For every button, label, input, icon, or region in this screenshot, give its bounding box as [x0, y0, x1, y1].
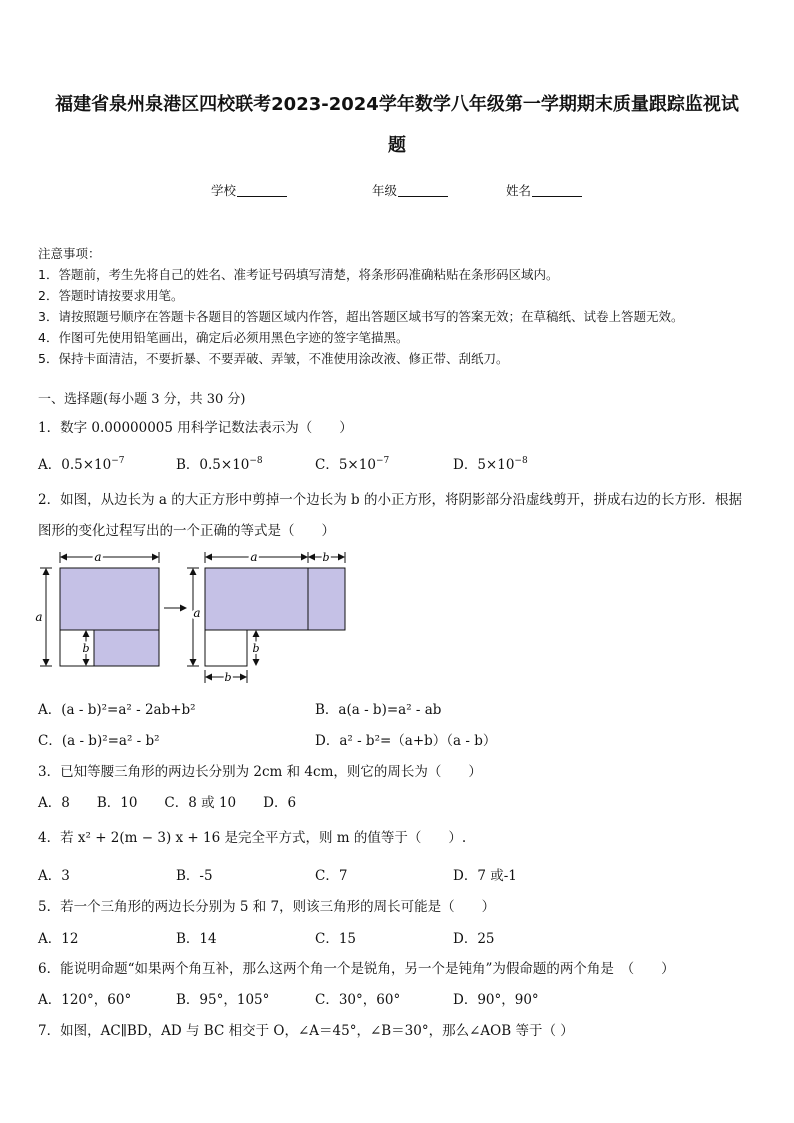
q2-option-b: B．a(a - b)=a² - ab — [315, 702, 442, 718]
grade-blank — [398, 196, 448, 197]
shaded-region — [308, 568, 345, 630]
shaded-region — [94, 630, 159, 666]
q5-stem: 5．若一个三角形的两边长分别为 5 和 7，则该三角形的周长可能是（ ） — [38, 899, 496, 915]
q4-option-b: B．-5 — [176, 868, 213, 884]
q6-stem: 6．能说明命题“如果两个角互补，那么这两个角一个是锐角，另一个是钝角”为假命题的两个角是 （ ） — [38, 961, 675, 977]
q1-stem: 1．数字 0.00000005 用科学记数法表示为（ ） — [38, 420, 353, 436]
figure-label-a: a — [94, 550, 102, 564]
figure-label-b: b — [322, 551, 330, 564]
q2-stem-line2: 图形的变化过程写出的一个正确的等式是（ ） — [38, 523, 335, 539]
q6-option-b: B．95°，105° — [176, 992, 270, 1008]
note-item: 4．作图可先使用铅笔画出，确定后必须用黑色字迹的签字笔描黑。 — [38, 330, 409, 345]
note-item: 1．答题前，考生先将自己的姓名、准考证号码填写清楚，将条形码准确粘贴在条形码区域内。 — [38, 267, 559, 282]
grade-label: 年级 — [372, 183, 398, 198]
rectangle-figure — [187, 552, 345, 683]
q4-stem: 4．若 x² + 2(m − 3) x + 16 是完全平方式，则 m 的值等于（ ）. — [38, 830, 467, 846]
q2-figure — [30, 545, 360, 690]
q5-option-c: C．15 — [315, 931, 357, 947]
school-field — [211, 181, 287, 199]
q4-option-d: D．7 或-1 — [453, 868, 517, 884]
q2-option-c: C．(a - b)²=a² - b² — [38, 733, 160, 749]
figure-label-a: a — [193, 606, 201, 620]
q5-option-a: A．12 — [38, 931, 79, 947]
q6-option-d: D．90°，90° — [453, 992, 539, 1008]
school-label: 学校 — [211, 183, 237, 198]
shaded-region — [60, 568, 159, 630]
name-label: 姓名 — [506, 183, 532, 198]
q1-option-b: B．$0.5\times 10^{-8}$ — [176, 456, 263, 473]
q4-option-a: A．3 — [38, 868, 70, 884]
q1-option-a: A．$0.5\times 10^{-7}$ — [38, 456, 125, 473]
q1-option-d: D．$5\times 10^{-8}$ — [453, 456, 528, 473]
q1-option-c: C．$5\times 10^{-7}$ — [315, 456, 390, 473]
q3-options: A．8 B．10 C．8 或 10 D．6 — [38, 795, 297, 811]
big-square-figure — [40, 552, 159, 666]
note-item: 5．保持卡面清洁，不要折暴、不要弄破、弄皱，不准使用涂改液、修正带、刮纸刀。 — [38, 351, 509, 366]
q7-stem: 7．如图，AC∥BD，AD 与 BC 相交于 O，∠A＝45°，∠B＝30°，那么∠AOB 等于（ ） — [38, 1023, 574, 1039]
q5-option-d: D．25 — [453, 931, 495, 947]
figure-label-a: a — [35, 610, 43, 624]
q5-option-b: B．14 — [176, 931, 217, 947]
figure-label-b: b — [224, 671, 232, 684]
page-title-line1: 福建省泉州泉港区四校联考2023-2024学年数学八年级第一学期期末质量跟踪监视试 — [55, 94, 739, 115]
note-item: 2．答题时请按要求用笔。 — [38, 288, 184, 303]
q6-option-c: C．30°，60° — [315, 992, 401, 1008]
q2-option-d: D．a² - b²=（a+b）（a - b） — [315, 733, 497, 749]
section-heading: 一、选择题(每小题 3 分，共 30 分) — [38, 392, 246, 407]
figure-label-b: b — [82, 642, 90, 655]
name-blank — [532, 196, 582, 197]
q2-stem-line1: 2．如图，从边长为 a 的大正方形中剪掉一个边长为 b 的小正方形，将阴影部分沿虚线剪开，拼成右边的长方形．根据 — [38, 492, 742, 508]
q2-option-a: A．(a - b)²=a² - 2ab+b² — [38, 702, 196, 718]
shaded-region — [205, 568, 308, 630]
figure-label-b: b — [252, 642, 260, 655]
grade-field — [372, 181, 448, 199]
figure-label-a: a — [250, 550, 258, 564]
school-blank — [237, 196, 287, 197]
q6-option-a: A．120°，60° — [38, 992, 132, 1008]
q3-stem: 3．已知等腰三角形的两边长分别为 2cm 和 4cm，则它的周长为（ ） — [38, 764, 482, 780]
q4-option-c: C．7 — [315, 868, 348, 884]
note-item: 3．请按照题号顺序在答题卡各题目的答题区域内作答，超出答题区域书写的答案无效；在草稿纸、试卷上答题无效。 — [38, 309, 684, 324]
notes-heading: 注意事项： — [38, 246, 101, 261]
name-field — [506, 181, 582, 199]
page-title-line2: 题 — [388, 135, 406, 156]
